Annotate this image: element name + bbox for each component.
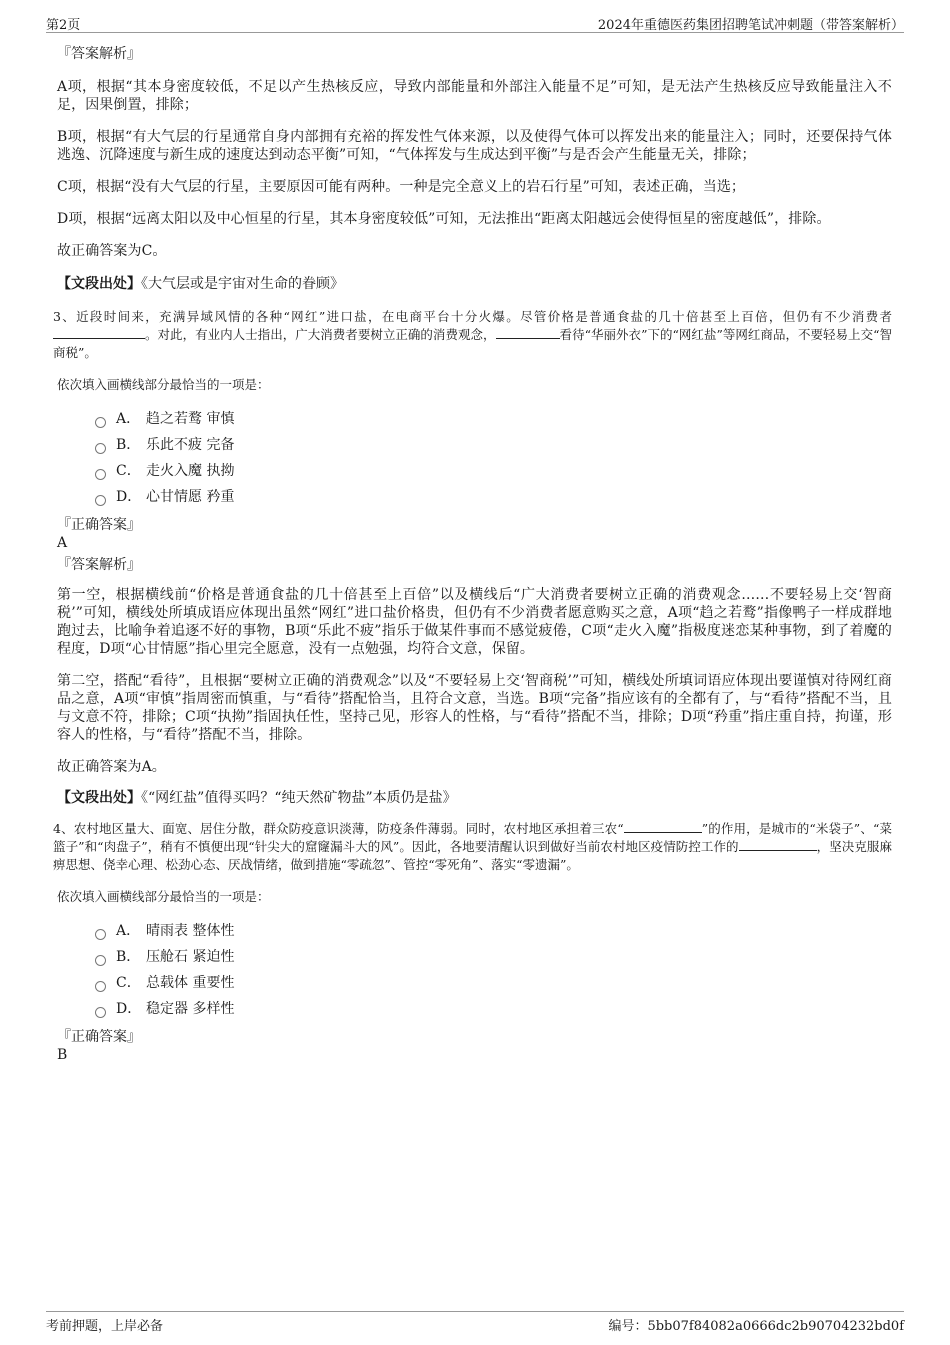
q3-conclusion: 故正确答案为A。: [57, 759, 166, 775]
q3-option-c[interactable]: C． 走火入魔 执拗: [95, 458, 892, 484]
q3-analysis-2: 第二空，搭配“看待”，且根据“要树立正确的消费观念”以及“不要轻易上交‘智商税’”可知，横线处所填词语应体现出要谨慎对待网红商品之意，A项“审慎”指周密而慎重，与“看待”搭配恰当，且符合文意，当选。B项“完备”指应该有的全都有了，与“看待”搭配不当，且与文意不符，排除；C项“执拗”指固执任性，坚持己见，形容人的性格，与“看待”搭配不当，排除；D项“矜重”指庄重自持，拘谨，形容人的性格，与“看待”搭配不当，排除。: [57, 673, 892, 743]
document-body: [53, 44, 892, 1064]
page-header: [46, 12, 904, 33]
q3-correct-label: 『正确答案』: [57, 517, 141, 533]
q4-correct-answer: B: [57, 1047, 68, 1063]
q4-option-d[interactable]: D． 稳定器 多样性: [95, 996, 892, 1022]
radio-icon[interactable]: [95, 469, 106, 480]
q3-stem-part2: 。对此，有业内人士指出，广大消费者要树立正确的消费观念，: [145, 327, 496, 342]
q3-correct-answer: A: [57, 535, 68, 551]
radio-icon[interactable]: [95, 443, 106, 454]
q4-correct-label: 『正确答案』: [57, 1029, 141, 1045]
q2-analysis-c: C项，根据“没有大气层的行星，主要原因可能有两种。一种是完全意义上的岩石行星”可知，表述正确，当选；: [57, 179, 746, 195]
q3-source-text: 《“网红盐”值得买吗？“纯天然矿物盐”本质仍是盐》: [141, 790, 457, 806]
radio-icon[interactable]: [95, 929, 106, 940]
q2-analysis-b: B项，根据“有大气层的行星通常自身内部拥有充裕的挥发性气体来源，以及使得气体可以挥发出来的能量注入；同时，还要保持气体逃逸、沉降速度与新生成的速度达到动态平衡”可知，“气体挥发与生成达到平衡”与是否会产生能量无关，排除；: [57, 129, 892, 163]
q2-source: [57, 274, 892, 294]
radio-icon[interactable]: [95, 495, 106, 506]
q4-stem-part2: ”的作用，是城市的“米袋子”、“菜篮子”和“肉盘子”，稍有不慎便出现“针尖大的窟窿漏斗大的风”。因此，各地要清醒认识到做好当前农村地区疫情防控工作的: [53, 821, 892, 854]
document-title: 2024年重德医药集团招聘笔试冲刺题（带答案解析）: [597, 18, 904, 33]
q2-analysis-a: A项，根据“其本身密度较低，不足以产生热核反应，导致内部能量和外部注入能量不足”可知，是无法产生热核反应导致能量注入不足，因果倒置，排除；: [57, 79, 892, 113]
q3-option-a[interactable]: A． 趋之若鹜 审慎: [95, 406, 892, 432]
q3-stem: [53, 308, 892, 362]
q3-stem-part1: 3、近段时间来，充满异域风情的各种“网红”进口盐，在电商平台十分火爆。尽管价格是普通食盐的几十倍甚至上百倍，但仍有不少消费者: [53, 309, 892, 324]
footer-code-label: 编号：: [608, 1319, 648, 1334]
footer-slogan: 考前押题，上岸必备: [46, 1319, 164, 1334]
footer-code-value: 5bb07f84082a0666dc2b90704232bd0f: [647, 1319, 904, 1334]
radio-icon[interactable]: [95, 981, 106, 992]
q3-source-label: 【文段出处】: [57, 790, 141, 806]
q2-source-label: 【文段出处】: [57, 276, 141, 292]
q2-conclusion: 故正确答案为C。: [57, 243, 167, 259]
q4-option-b[interactable]: B． 压舱石 紧迫性: [95, 944, 892, 970]
q4-option-c[interactable]: C． 总载体 重要性: [95, 970, 892, 996]
page-number: 第2页: [46, 18, 81, 33]
q4-blank-2: [739, 838, 817, 851]
q3-blank-2: [496, 326, 560, 339]
radio-icon[interactable]: [95, 955, 106, 966]
q4-options: [95, 918, 892, 1022]
q2-analysis-label: 『答案解析』: [57, 46, 141, 62]
q3-blank-1: [53, 326, 145, 339]
q3-analysis-1: 第一空，根据横线前“价格是普通食盐的几十倍甚至上百倍”以及横线后“广大消费者要树立正确的消费观念……不要轻易上交‘智商税’”可知，横线处所填成语应体现出虽然“网红”进口盐价格贵，但仍有不少消费者愿意购买之意，A项“趋之若鹜”指像鸭子一样成群地跑过去，比喻争着追逐不好的事物，B项“乐此不疲”指乐于做某件事而不感觉疲倦，C项“走火入魔”指极度迷恋某种事物，到了着魔的程度，D项“心甘情愿”指心里完全愿意，没有一点勉强，均符合文意，保留。: [57, 587, 892, 657]
q4-option-a[interactable]: A． 晴雨表 整体性: [95, 918, 892, 944]
q4-blank-1: [624, 820, 702, 833]
q3-option-d[interactable]: D． 心甘情愿 矜重: [95, 484, 892, 510]
q3-option-b[interactable]: B． 乐此不疲 完备: [95, 432, 892, 458]
q3-analysis-label: 『答案解析』: [57, 557, 141, 573]
q2-analysis-d: D项，根据“远离太阳以及中心恒星的行星，其本身密度较低”可知，无法推出“距离太阳越远会使得恒星的密度越低”，排除。: [57, 211, 831, 227]
q2-source-text: 《大气层或是宇宙对生命的眷顾》: [141, 276, 344, 292]
page-footer: [46, 1311, 904, 1334]
q4-stem-part1: 4、农村地区量大、面宽、居住分散，群众防疫意识淡薄，防疫条件薄弱。同时，农村地区承担着三农“: [53, 821, 624, 836]
q4-stem: [53, 820, 892, 874]
q3-options: [95, 406, 892, 510]
radio-icon[interactable]: [95, 1007, 106, 1018]
q3-source: [57, 788, 892, 808]
radio-icon[interactable]: [95, 417, 106, 428]
footer-code: [608, 1315, 904, 1334]
q4-stem-part3: ，坚决克服麻痹思想、侥幸心理、松劲心态、厌战情绪，做到措施“零疏忽”、管控“零死角”、落实“零遗漏”。: [53, 839, 892, 872]
q3-stem-part3: 看待“华丽外衣”下的“网红盐”等网红商品，不要轻易上交“智商税”。: [53, 327, 892, 360]
q3-instruction: 依次填入画横线部分最恰当的一项是：: [57, 377, 270, 392]
q4-instruction: 依次填入画横线部分最恰当的一项是：: [57, 889, 270, 904]
